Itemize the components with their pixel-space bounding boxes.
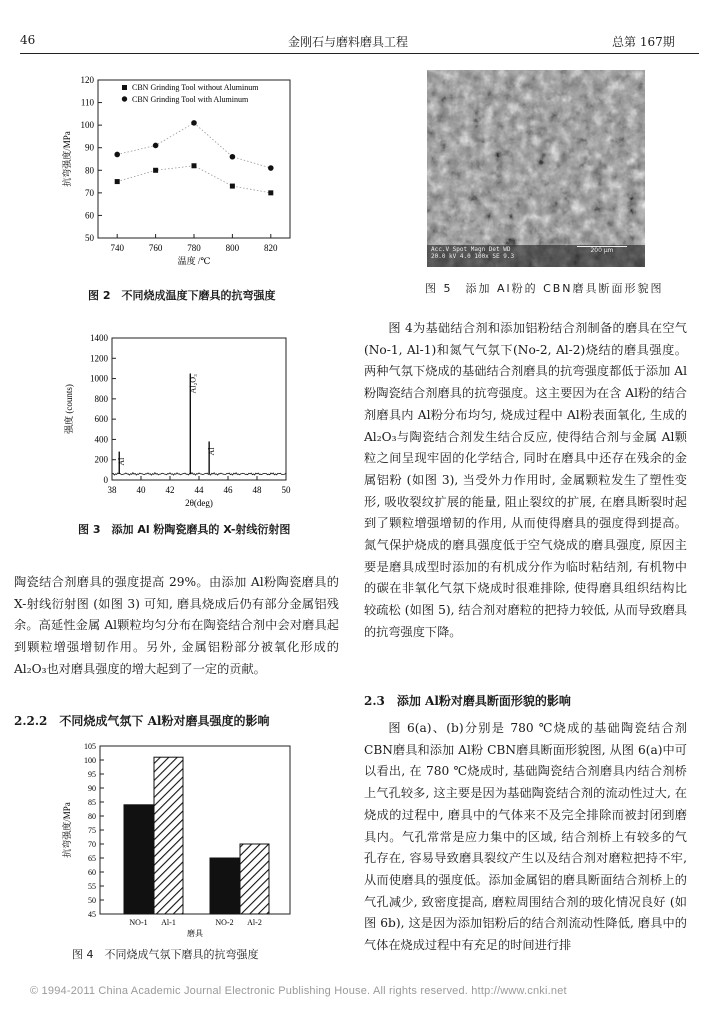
fig3-xtick-label: 38 xyxy=(107,485,117,495)
copyright-footer: © 1994-2011 China Academic Journal Electronic Publishing House. All rights reserved. http://www.cnki.net xyxy=(30,985,567,997)
fig2-xtick-label: 760 xyxy=(148,243,163,253)
fig2-ytick-label: 110 xyxy=(80,97,94,108)
fig2-ytick-label: 50 xyxy=(85,233,94,243)
fig4-ytick-label: 105 xyxy=(84,742,96,751)
fig2-point-circle xyxy=(114,152,120,158)
fig4-xlabel: 磨具 xyxy=(187,929,203,938)
sem-texture xyxy=(427,70,645,267)
left-paragraph: 陶瓷结合剂磨具的强度提高 29%。由添加 Al粉陶瓷磨具的 X-射线衍射图 (如图 3) 可知, 磨具烧成后仍有部分金属铝残余。高延性金属 Al颗粒均匀分布在陶瓷结合剂中会对磨具起到颗粒增强增韧作用。另外, 金属铝粉部分被氧化形成的 Al₂O₃也对磨具强度的增大起到了一定的贡献。 xyxy=(14,575,339,676)
fig3-ylabel: 强度 (counts) xyxy=(64,384,74,434)
fig4-category-label: Al-2 xyxy=(247,918,262,927)
fig3-xtick-label: 44 xyxy=(194,485,204,495)
fig2-legend-square xyxy=(122,85,127,90)
figure-4-caption: 图 4 不同烧成气氛下磨具的抗弯强度 xyxy=(72,948,259,961)
fig3-ytick-label: 200 xyxy=(94,454,108,465)
fig4-ytick-label: 70 xyxy=(88,840,96,849)
fig2-ytick-label: 100 xyxy=(80,120,94,131)
figure-5-sem-image xyxy=(427,70,645,267)
fig4-bar xyxy=(240,844,269,914)
right-paragraph-1: 图 4为基础结合剂和添加铝粉结合剂制备的磨具在空气(No-1, Al-1)和氮气气氛下(No-2, Al-2)烧结的磨具强度。两种气氛下烧成的基础结合剂磨具的抗弯强度都低于添加 Al粉陶瓷结合剂磨具的抗弯强度。这主要因为在含 Al粉的结合剂磨具内 Al粉分布均匀, 烧成过程中 Al粉表面氧化, 生成的 Al₂O₃与陶瓷结合剂发生结合反应, 使得结合剂与金属 Al颗粒之间呈现牢固的化学结合, 同时在磨具中还存在残余的金属铝粉 (如图 3), 当受外力作用时, 金属颗粒发生了塑性变形, 吸收裂纹扩展的能量, 阻止裂纹的扩展, 在磨具断裂时起到了颗粒增强增韧的作用, 从而使得磨具的强度得到提高。氮气保护烧成的磨具强度低于空气烧成的磨具强度, 原因主要是磨具成型时添加的有机成分作为临时粘结剂, 有机物中的碳在非氧化气氛下烧成时很难排除, 使得磨具组织结构比较疏松 (如图 5), 结合剂对磨粒的把持力较低, 从而导致磨具的抗弯强度下降。 xyxy=(364,321,687,639)
fig4-category-label: Al-1 xyxy=(161,918,176,927)
fig4-ytick-label: 95 xyxy=(88,770,96,779)
header-rule xyxy=(20,53,699,54)
fig4-ytick-label: 65 xyxy=(88,854,96,863)
fig2-point-circle xyxy=(230,154,236,160)
fig3-frame xyxy=(112,338,286,480)
fig2-ytick-label: 70 xyxy=(85,187,94,198)
fig4-category-label: NO-1 xyxy=(129,918,148,927)
fig4-bar xyxy=(210,858,239,914)
fig2-legend-entry: CBN Grinding Tool without Aluminum xyxy=(132,83,259,92)
fig2-xtick-label: 740 xyxy=(110,243,124,253)
fig2-point-square xyxy=(230,184,235,189)
right-paragraph-2: 图 6(a)、(b)分别是 780 ℃烧成的基础陶瓷结合剂 CBN磨具和添加 Al粉 CBN磨具断面形貌图, 从图 6(a)中可以看出, 在 780 ℃烧成时, 基础陶瓷结合剂磨具内结合剂桥上气孔较多, 这主要是因为基础陶瓷结合剂的流动性过大, 在烧成的过程中, 磨具中的气体来不及完全排除而被封闭到磨具内。气孔常常是应力集中的区域, 结合剂桥上有较多的气孔存在, 容易导致磨具裂纹产生以及结合剂对磨粒把持不牢, 从而使磨具的强度低。添加金属铝的磨具断面结合剂桥上的气孔减少, 致密度提高, 磨粒周围结合剂的玻化情况良好 (如图 6b), 这是因为添加铝粉后的结合剂流动性降低, 磨具中的气体在烧成过程中有充足的时间进行排 xyxy=(364,721,687,953)
figure-4-chart xyxy=(60,738,300,938)
issue-number: 总第 167期 xyxy=(612,35,675,49)
fig2-xlabel: 温度 /℃ xyxy=(177,256,211,266)
fig4-ytick-label: 90 xyxy=(88,784,96,793)
fig2-xtick-label: 800 xyxy=(225,243,240,253)
fig2-point-circle xyxy=(191,120,197,126)
fig3-ytick-label: 600 xyxy=(94,414,108,425)
fig3-xtick-label: 46 xyxy=(223,485,233,495)
fig2-trend-line xyxy=(117,166,271,193)
section-2-2-2-heading: 2.2.2 不同烧成气氛下 Al粉对磨具强度的影响 xyxy=(14,714,270,728)
fig4-bar xyxy=(124,805,153,914)
fig3-peak-label: Al xyxy=(207,447,217,456)
fig4-ytick-label: 55 xyxy=(88,882,96,891)
fig3-ytick-label: 1400 xyxy=(90,333,108,343)
fig4-ytick-label: 75 xyxy=(88,826,96,835)
fig2-point-square xyxy=(268,190,273,195)
fig3-xtick-label: 40 xyxy=(136,485,146,495)
figure-2-caption: 图 2 不同烧成温度下磨具的抗弯强度 xyxy=(88,289,276,302)
fig2-legend-entry: CBN Grinding Tool with Aluminum xyxy=(132,95,249,104)
fig2-ytick-label: 120 xyxy=(80,75,94,85)
fig3-xtick-label: 50 xyxy=(281,485,291,495)
page-number: 46 xyxy=(20,33,36,47)
figure-2-chart xyxy=(60,72,300,272)
fig2-point-square xyxy=(153,168,158,173)
fig2-ytick-label: 80 xyxy=(85,165,94,176)
figure-5-caption: 图 5 添加 Al粉的 CBN磨具断面形貌图 xyxy=(425,282,664,295)
journal-title: 金刚石与磨料磨具工程 xyxy=(288,35,409,49)
fig3-baseline xyxy=(112,473,286,475)
fig4-ytick-label: 80 xyxy=(88,812,96,821)
figure-3-chart xyxy=(60,330,300,510)
fig3-xtick-label: 48 xyxy=(252,485,262,495)
fig2-trend-line xyxy=(117,123,271,168)
fig2-point-circle xyxy=(153,143,159,149)
sem-info: Acc.V Spot Magn Det WD 20.0 kV 4.0 100x SE 9.3 xyxy=(431,246,515,260)
sem-scale-bar: 200 μm xyxy=(577,246,627,254)
fig2-point-square xyxy=(115,179,120,184)
fig2-point-circle xyxy=(268,165,274,171)
fig3-ytick-label: 800 xyxy=(94,393,108,404)
figure-3-caption: 图 3 添加 Al 粉陶瓷磨具的 X-射线衍射图 xyxy=(78,523,291,536)
fig4-bar xyxy=(154,757,183,914)
fig4-ylabel: 抗弯强度/MPa xyxy=(62,802,72,858)
fig3-xtick-label: 42 xyxy=(165,485,175,495)
fig2-legend-circle xyxy=(122,96,127,101)
fig3-ytick-label: 1000 xyxy=(90,373,108,384)
fig3-xlabel: 2θ(deg) xyxy=(185,498,213,508)
fig3-ytick-label: 400 xyxy=(94,434,108,445)
fig4-ytick-label: 60 xyxy=(88,868,96,877)
fig4-category-label: NO-2 xyxy=(215,918,234,927)
section-2-3-heading: 2.3 添加 Al粉对磨具断面形貌的影响 xyxy=(364,694,571,708)
fig4-ytick-label: 85 xyxy=(88,798,96,807)
fig3-ytick-label: 0 xyxy=(103,475,108,485)
fig2-ytick-label: 60 xyxy=(85,210,94,221)
fig2-point-square xyxy=(192,163,197,168)
fig4-ytick-label: 100 xyxy=(84,756,96,765)
fig3-peak-label: Al xyxy=(117,457,127,466)
fig3-ytick-label: 1200 xyxy=(90,353,108,364)
fig2-ylabel: 抗弯强度/MPa xyxy=(62,131,72,187)
fig3-peak-label: Al₂O₃ xyxy=(188,374,198,394)
fig2-xtick-label: 820 xyxy=(264,243,278,253)
fig2-ytick-label: 90 xyxy=(85,142,94,153)
fig4-ytick-label: 45 xyxy=(88,910,96,919)
fig2-xtick-label: 780 xyxy=(187,243,201,253)
fig4-ytick-label: 50 xyxy=(88,896,96,905)
